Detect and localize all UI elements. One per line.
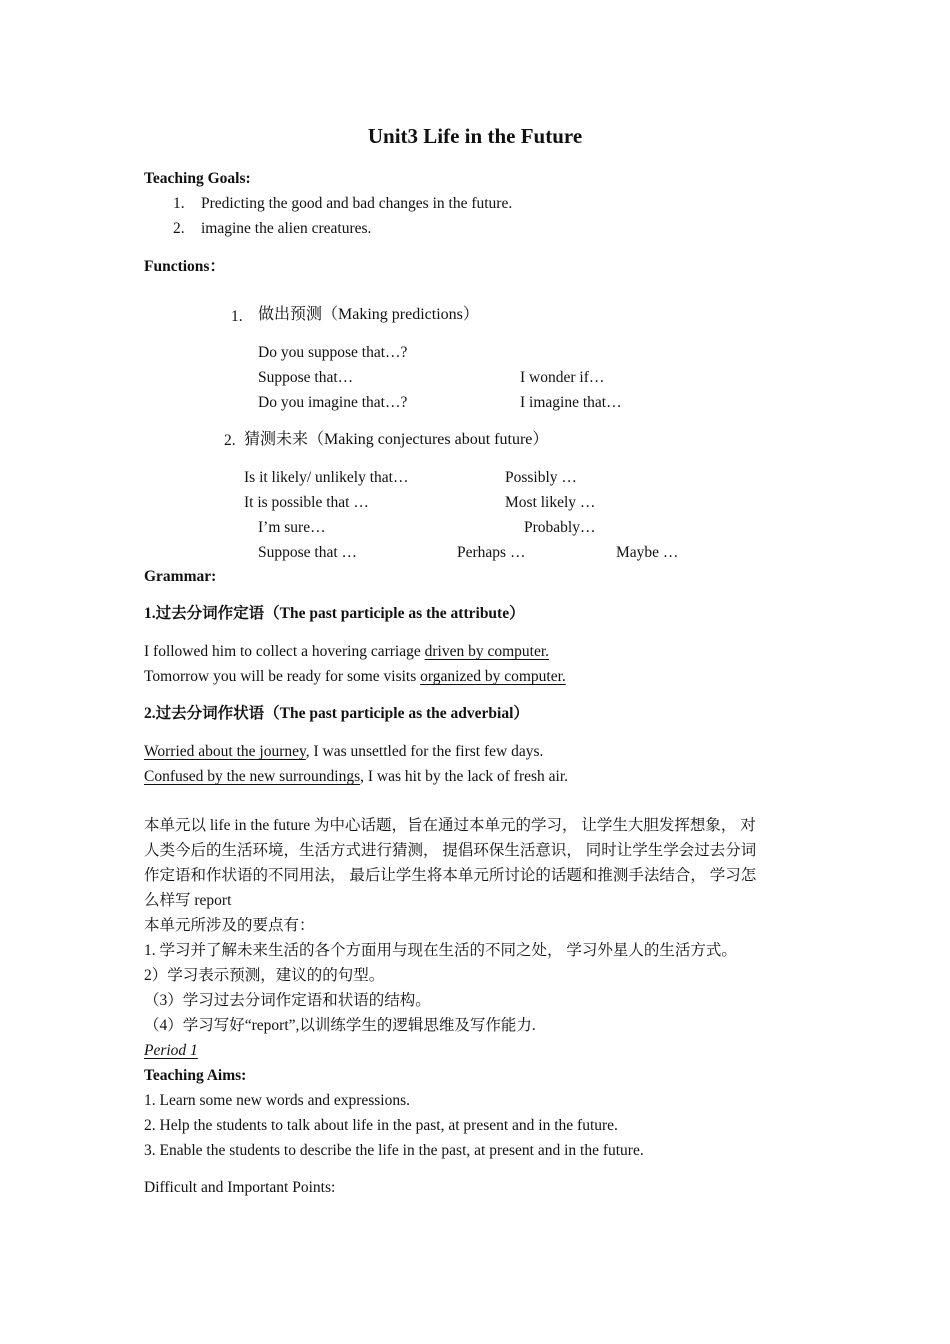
period-label: Period 1: [144, 1042, 198, 1059]
function-phrase: Is it likely/ unlikely that…: [244, 469, 409, 486]
function-phrase: Most likely …: [505, 494, 596, 511]
difficult-points-heading: Difficult and Important Points:: [144, 1179, 336, 1196]
grammar-subheading: 1.过去分词作定语（The past participle as the attribute）: [144, 605, 525, 622]
intro-paragraph-line: 么样写 report: [144, 892, 232, 909]
example-sentence: I followed him to collect a hovering carriage driven by computer.: [144, 643, 550, 660]
function-title: 猜测未来（Making conjectures about future）: [244, 431, 549, 448]
point-item: （4）学习写好“report”,以训练学生的逻辑思维及写作能力.: [144, 1017, 536, 1034]
goal-number: 1.: [173, 195, 185, 212]
example-sentence: Worried about the journey, I was unsettled for the first few days.: [144, 743, 544, 760]
point-item: 1. 学习并了解未来生活的各个方面用与现在生活的不同之处， 学习外星人的生活方式。: [144, 942, 737, 959]
function-phrase: Do you imagine that…?: [258, 394, 408, 411]
example-sentence: Confused by the new surroundings, I was hit by the lack of fresh air.: [144, 768, 569, 785]
aim-item: 3. Enable the students to describe the life in the past, at present and in the future.: [144, 1142, 644, 1159]
function-phrase: Suppose that…: [258, 369, 354, 386]
function-phrase: Perhaps …: [457, 544, 526, 561]
function-phrase: I wonder if…: [520, 369, 605, 386]
teaching-goals-heading: Teaching Goals:: [144, 170, 251, 187]
goal-number: 2.: [173, 220, 185, 237]
goal-item: imagine the alien creatures.: [201, 220, 372, 237]
function-phrase: I imagine that…: [520, 394, 622, 411]
example-sentence: Tomorrow you will be ready for some visits organized by computer.: [144, 668, 566, 685]
functions-heading: Functions：: [144, 258, 225, 275]
intro-paragraph-line: 作定语和作状语的不同用法， 最后让学生将本单元所讨论的话题和推测手法结合， 学习怎: [144, 867, 757, 884]
teaching-aims-heading: Teaching Aims:: [144, 1067, 247, 1084]
function-phrase: Do you suppose that…?: [258, 344, 408, 361]
function-number: 1.: [231, 308, 243, 325]
page-title: Unit3 Life in the Future: [367, 124, 583, 148]
aim-item: 1. Learn some new words and expressions.: [144, 1092, 411, 1109]
function-phrase: It is possible that …: [244, 494, 369, 511]
intro-paragraph-line: 本单元以 life in the future 为中心话题，旨在通过本单元的学习， 让学生大胆发挥想象， 对: [144, 817, 756, 834]
point-item: （3）学习过去分词作定语和状语的结构。: [144, 992, 431, 1009]
function-phrase: Suppose that …: [258, 544, 358, 561]
function-phrase: Possibly …: [505, 469, 577, 486]
function-phrase: Maybe …: [616, 544, 679, 561]
intro-paragraph-line: 人类今后的生活环境，生活方式进行猜测， 提倡环保生活意识， 同时让学生学会过去分词: [144, 842, 757, 859]
function-number: 2.: [224, 432, 236, 449]
aim-item: 2. Help the students to talk about life in the past, at present and in the future.: [144, 1117, 618, 1134]
goal-item: Predicting the good and bad changes in the future.: [201, 195, 513, 212]
point-item: 2）学习表示预测，建议的的句型。: [144, 967, 385, 984]
points-heading: 本单元所涉及的要点有：: [144, 917, 315, 934]
grammar-subheading: 2.过去分词作状语（The past participle as the adverbial）: [144, 705, 529, 722]
function-title: 做出预测（Making predictions）: [258, 306, 479, 323]
grammar-heading: Grammar:: [144, 568, 217, 585]
function-phrase: I’m sure…: [258, 519, 326, 536]
function-phrase: Probably…: [524, 519, 596, 536]
